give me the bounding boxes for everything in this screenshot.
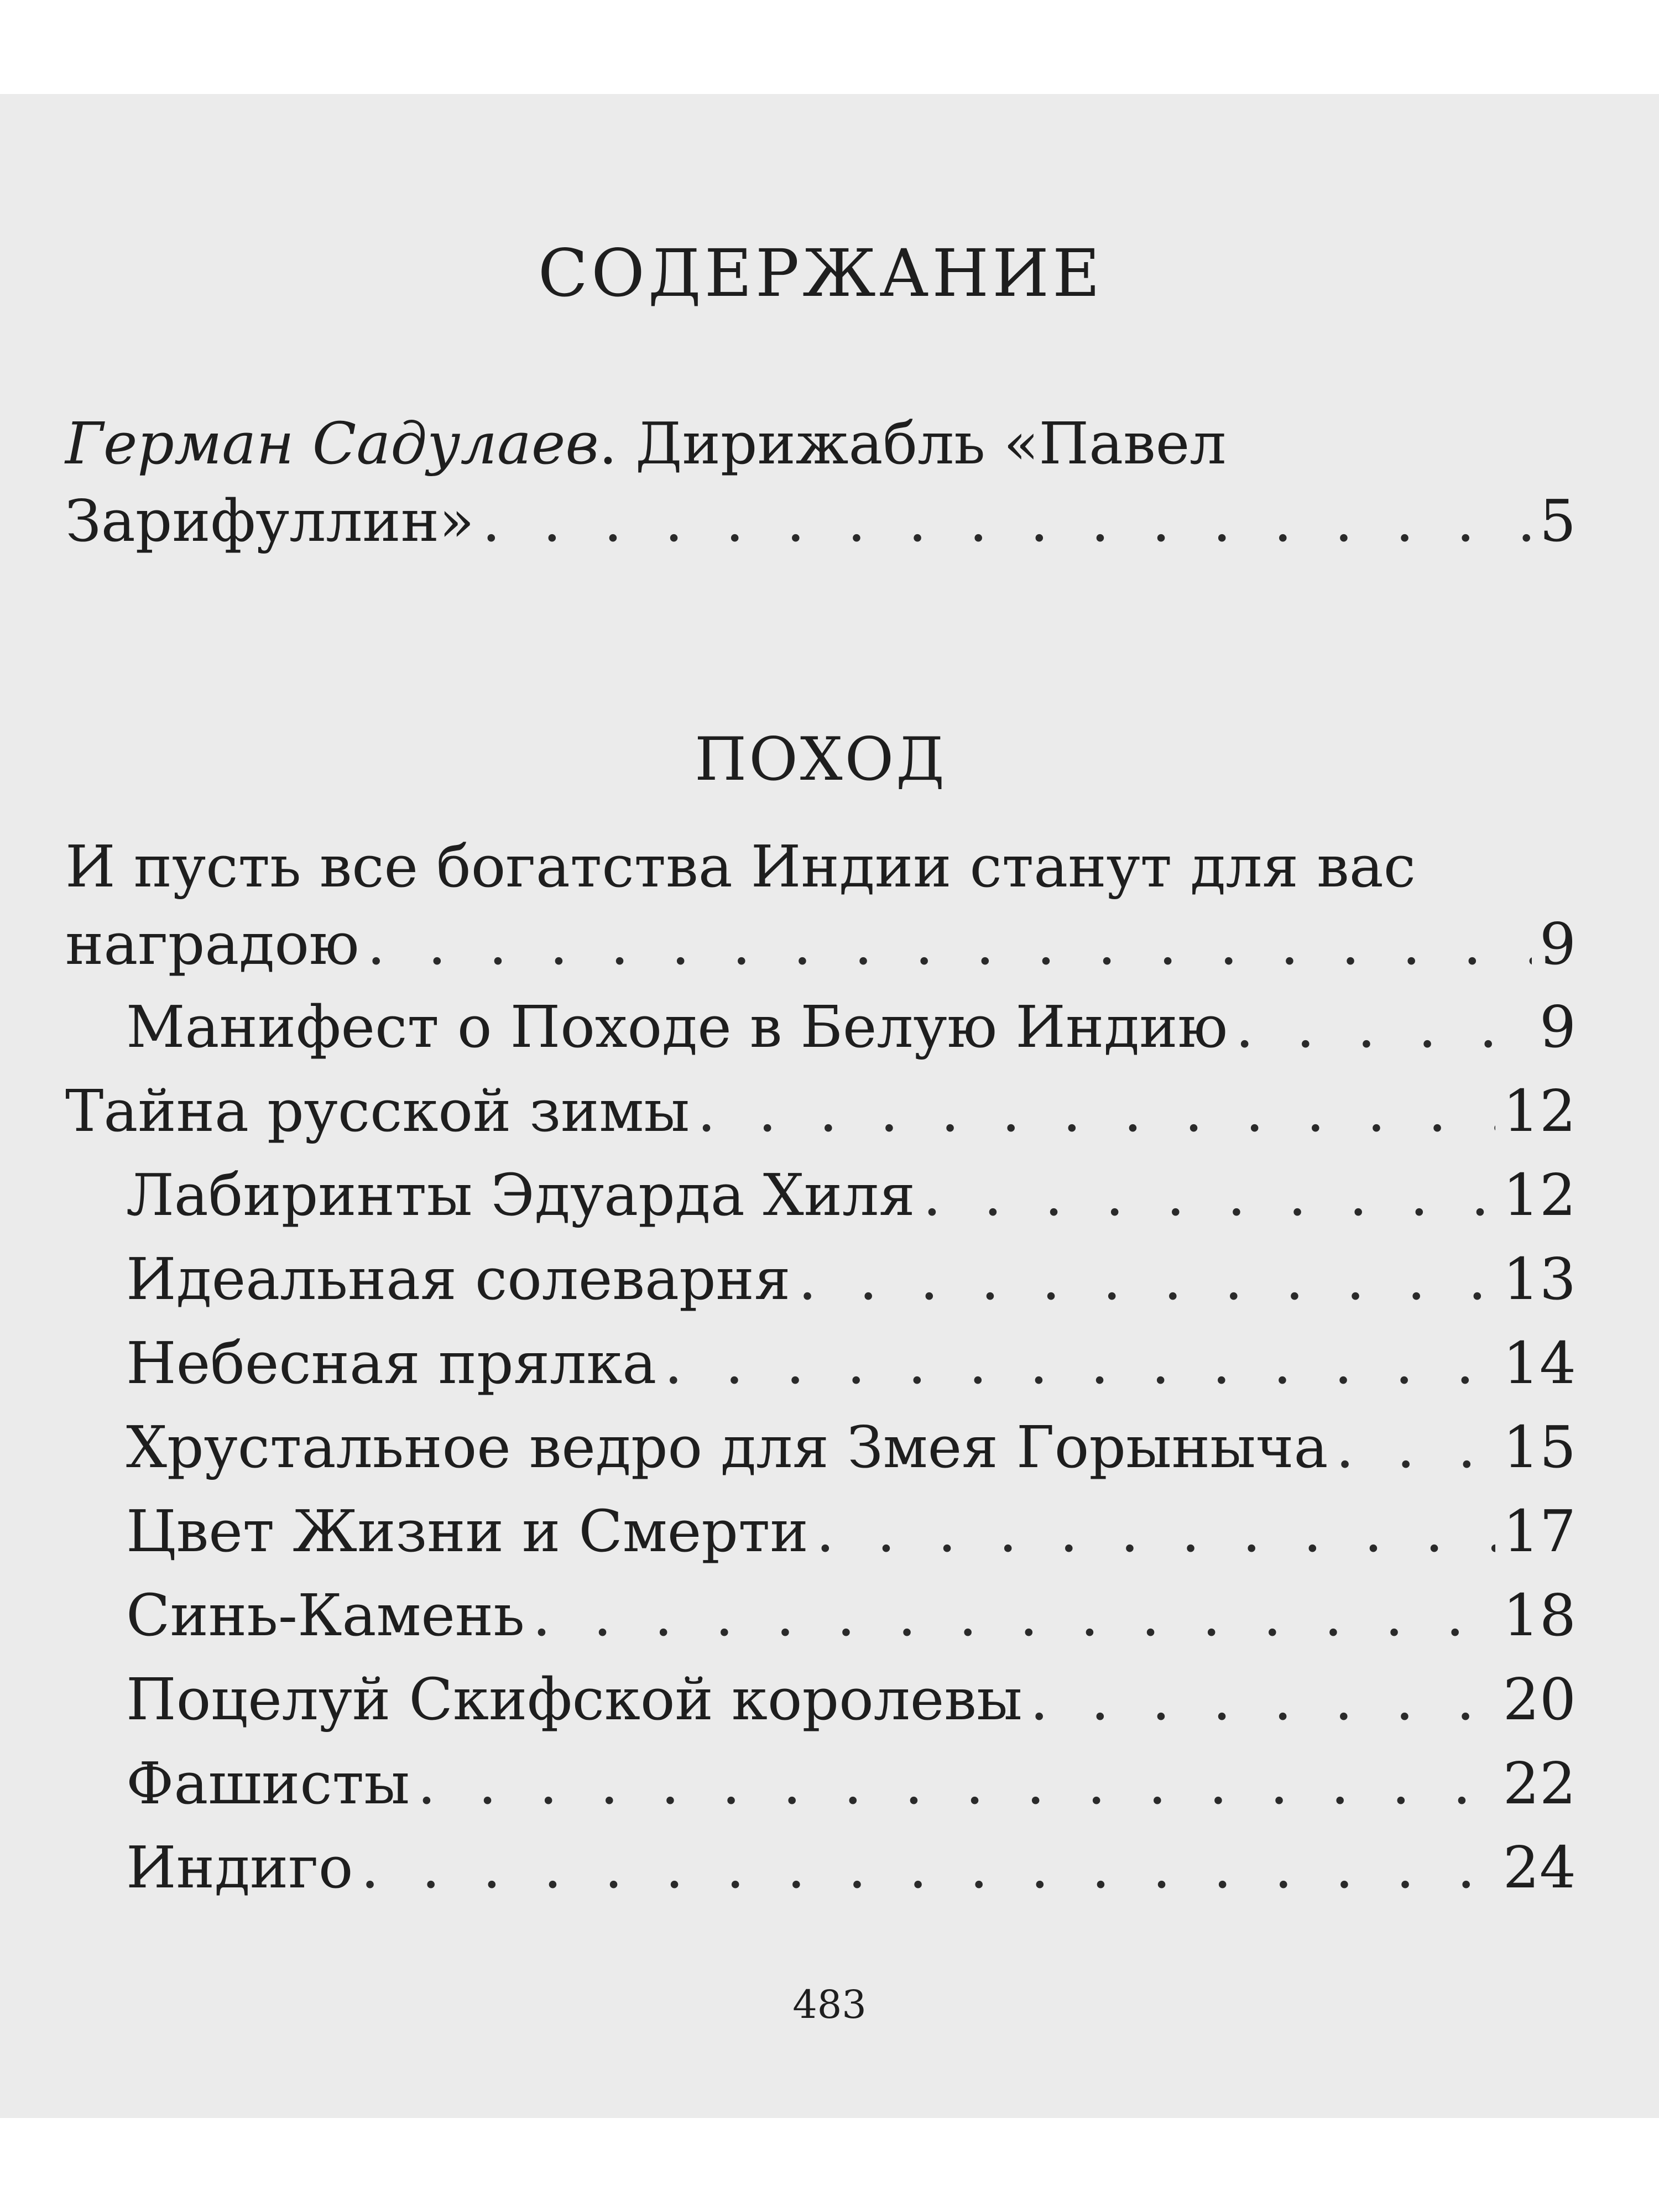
entry-line2 bbox=[65, 910, 1576, 987]
dot-leader bbox=[1030, 1671, 1495, 1728]
dot-leader bbox=[361, 1839, 1495, 1896]
toc-row bbox=[126, 1666, 1576, 1743]
toc-title: Идеальная солеварня bbox=[126, 1245, 791, 1313]
toc-row bbox=[126, 1329, 1576, 1406]
toc-title: Тайна русской зимы bbox=[65, 1077, 690, 1145]
dot-leader bbox=[482, 492, 1532, 550]
toc-title: Поцелуй Скифской королевы bbox=[126, 1666, 1022, 1733]
toc-page-number: 12 bbox=[1503, 1077, 1576, 1145]
toc-row bbox=[65, 1077, 1576, 1154]
toc-page-number: 24 bbox=[1503, 1834, 1576, 1901]
intro-author: Герман Садулаев bbox=[65, 410, 599, 477]
toc-page-number: 20 bbox=[1503, 1666, 1576, 1733]
toc-title: Манифест о Походе в Белую Индию bbox=[126, 993, 1228, 1061]
section-heading: ПОХОД bbox=[695, 725, 947, 794]
toc-title: Хрустальное ведро для Змея Горыныча bbox=[126, 1413, 1328, 1481]
dot-leader bbox=[923, 1166, 1495, 1224]
intro-title-line1: . Дирижабль «Павел bbox=[598, 410, 1227, 477]
intro-title-line2: Зарифуллин» bbox=[65, 487, 474, 555]
toc-page-number: 22 bbox=[1503, 1750, 1576, 1817]
toc-title: Лабиринты Эдуарда Хиля bbox=[126, 1161, 915, 1229]
book-page bbox=[0, 94, 1659, 2118]
dot-leader bbox=[367, 915, 1532, 973]
toc-title: Небесная прялка bbox=[126, 1329, 657, 1397]
dot-leader bbox=[664, 1334, 1495, 1392]
toc-row bbox=[126, 1413, 1576, 1490]
dot-leader bbox=[1336, 1418, 1495, 1476]
dot-leader bbox=[1235, 998, 1532, 1056]
toc-title: Фашисты bbox=[126, 1750, 410, 1817]
toc-row bbox=[126, 1834, 1576, 1911]
toc-row bbox=[126, 1498, 1576, 1574]
page-number-footer: 483 bbox=[792, 1982, 867, 2027]
toc-title: Синь-Камень bbox=[126, 1582, 525, 1649]
intro-entry-line1 bbox=[65, 410, 1576, 477]
dot-leader bbox=[418, 1755, 1495, 1812]
entry-page-number: 9 bbox=[1539, 910, 1576, 978]
toc-page-number: 9 bbox=[1539, 993, 1576, 1061]
toc-page-number: 13 bbox=[1503, 1245, 1576, 1313]
intro-page-number: 5 bbox=[1539, 487, 1576, 555]
toc-page-number: 15 bbox=[1503, 1413, 1576, 1481]
toc-page-number: 12 bbox=[1503, 1161, 1576, 1229]
dot-leader bbox=[798, 1250, 1495, 1308]
toc-page-number: 18 bbox=[1503, 1582, 1576, 1649]
dot-leader bbox=[533, 1587, 1495, 1644]
intro-entry-line2 bbox=[65, 487, 1576, 564]
dot-leader bbox=[697, 1082, 1495, 1140]
entry-line1: И пусть все богатства Индии станут для вас bbox=[65, 833, 1416, 900]
entry-title-line2: наградою bbox=[65, 910, 359, 978]
toc-title: Цвет Жизни и Смерти bbox=[126, 1498, 808, 1565]
toc-row bbox=[126, 993, 1576, 1070]
dot-leader bbox=[816, 1503, 1495, 1560]
page-title: СОДЕРЖАНИЕ bbox=[538, 235, 1104, 311]
toc-row bbox=[126, 1750, 1576, 1827]
toc-page-number: 14 bbox=[1503, 1329, 1576, 1397]
toc-row bbox=[126, 1245, 1576, 1322]
toc-title: Индиго bbox=[126, 1834, 353, 1901]
toc-row bbox=[126, 1161, 1576, 1238]
toc-row bbox=[126, 1582, 1576, 1658]
toc-page-number: 17 bbox=[1503, 1498, 1576, 1565]
